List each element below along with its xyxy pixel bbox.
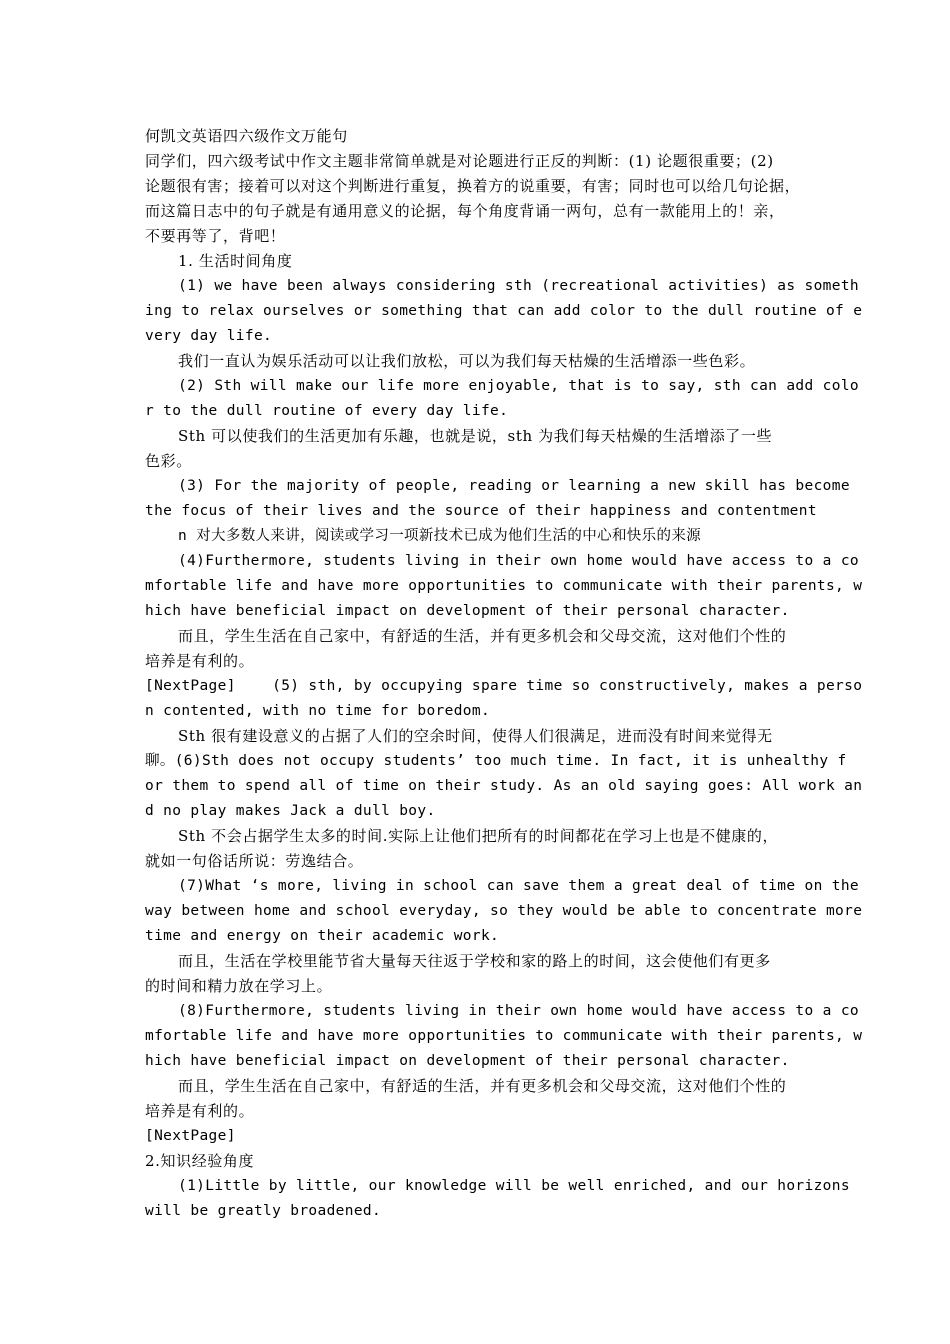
doc-line: 不要再等了，背吧！	[145, 227, 286, 245]
doc-line: (8)Furthermore, students living in their own home would have access to a co	[178, 1003, 859, 1019]
doc-line: mfortable life and have more opportunities to communicate with their parents, w	[145, 1028, 863, 1044]
doc-line: or them to spend all of time on their study. As an old saying goes: All work an	[145, 778, 863, 794]
doc-line: 聊。(6)Sth does not occupy students’ too much time. In fact, it is unhealthy f	[145, 753, 847, 769]
doc-line: (1)Little by little, our knowledge will be well enriched, and our horizons	[178, 1178, 850, 1194]
doc-line: 色彩。	[145, 452, 192, 470]
doc-line: hich have beneficial impact on development of their personal character.	[145, 1053, 790, 1069]
doc-line: Sth 很有建设意义的占据了人们的空余时间，使得人们很满足，进而没有时间来觉得无	[178, 727, 773, 745]
doc-line: 而且，生活在学校里能节省大量每天往返于学校和家的路上的时间，这会使他们有更多	[178, 952, 771, 970]
doc-line: very day life.	[145, 328, 273, 344]
doc-line: 就如一句俗话所说：劳逸结合。	[145, 852, 364, 870]
doc-line: 而这篇日志中的句子就是有通用意义的论据，每个角度背诵一两句，总有一款能用上的！亲，	[145, 202, 785, 220]
doc-line: 而且，学生生活在自己家中，有舒适的生活，并有更多机会和父母交流，这对他们个性的	[178, 627, 787, 645]
doc-line: 的时间和精力放在学习上。	[145, 977, 333, 995]
doc-line: [NextPage] (5) sth, by occupying spare time so constructively, makes a perso	[145, 678, 863, 694]
doc-line: (2) Sth will make our life more enjoyable, that is to say, sth can add colo	[178, 378, 859, 394]
doc-line: the focus of their lives and the source of their happiness and contentment	[145, 503, 817, 519]
doc-line: (3) For the majority of people, reading or learning a new skill has become	[178, 478, 850, 494]
doc-line: hich have beneficial impact on development of their personal character.	[145, 603, 790, 619]
section-heading: 2.知识经验角度	[145, 1152, 255, 1170]
doc-line: time and energy on their academic work.	[145, 928, 500, 944]
doc-line: (1) we have been always considering sth (recreational activities) as someth	[178, 278, 859, 294]
doc-line: 论题很有害；接着可以对这个判断进行重复，换着方的说重要，有害；同时也可以给几句论据，	[145, 177, 801, 195]
doc-line: Sth 不会占据学生太多的时间.实际上让他们把所有的时间都花在学习上也是不健康的，	[178, 827, 779, 845]
doc-title-line: 何凯文英语四六级作文万能句	[145, 127, 348, 145]
doc-line: d no play makes Jack a dull boy.	[145, 803, 436, 819]
doc-line: (7)What ‘s more, living in school can save them a great deal of time on the	[178, 878, 859, 894]
doc-line: n 对大多数人来讲，阅读或学习一项新技术已成为他们生活的中心和快乐的来源	[178, 528, 702, 544]
doc-line: (4)Furthermore, students living in their own home would have access to a co	[178, 553, 859, 569]
doc-line: way between home and school everyday, so they would be able to concentrate more	[145, 903, 863, 919]
doc-line: ing to relax ourselves or something that can add color to the dull routine of e	[145, 303, 863, 319]
doc-line: mfortable life and have more opportunities to communicate with their parents, w	[145, 578, 863, 594]
doc-line: [NextPage]	[145, 1128, 236, 1144]
doc-line: r to the dull routine of every day life.	[145, 403, 509, 419]
doc-line: will be greatly broadened.	[145, 1203, 382, 1219]
doc-line: 同学们，四六级考试中作文主题非常简单就是对论题进行正反的判断：(1) 论题很重要；(2)	[145, 152, 774, 170]
section-heading: 1. 生活时间角度	[178, 252, 293, 270]
doc-line: 我们一直认为娱乐活动可以让我们放松，可以为我们每天枯燥的生活增添一些色彩。	[178, 352, 756, 370]
doc-line: 培养是有利的。	[145, 1102, 255, 1120]
doc-line: Sth 可以使我们的生活更加有乐趣，也就是说，sth 为我们每天枯燥的生活增添了一些	[178, 427, 773, 445]
doc-line: 培养是有利的。	[145, 652, 255, 670]
document-page	[145, 124, 863, 1224]
doc-line: n contented, with no time for boredom.	[145, 703, 491, 719]
doc-line: 而且，学生生活在自己家中，有舒适的生活，并有更多机会和父母交流，这对他们个性的	[178, 1077, 787, 1095]
